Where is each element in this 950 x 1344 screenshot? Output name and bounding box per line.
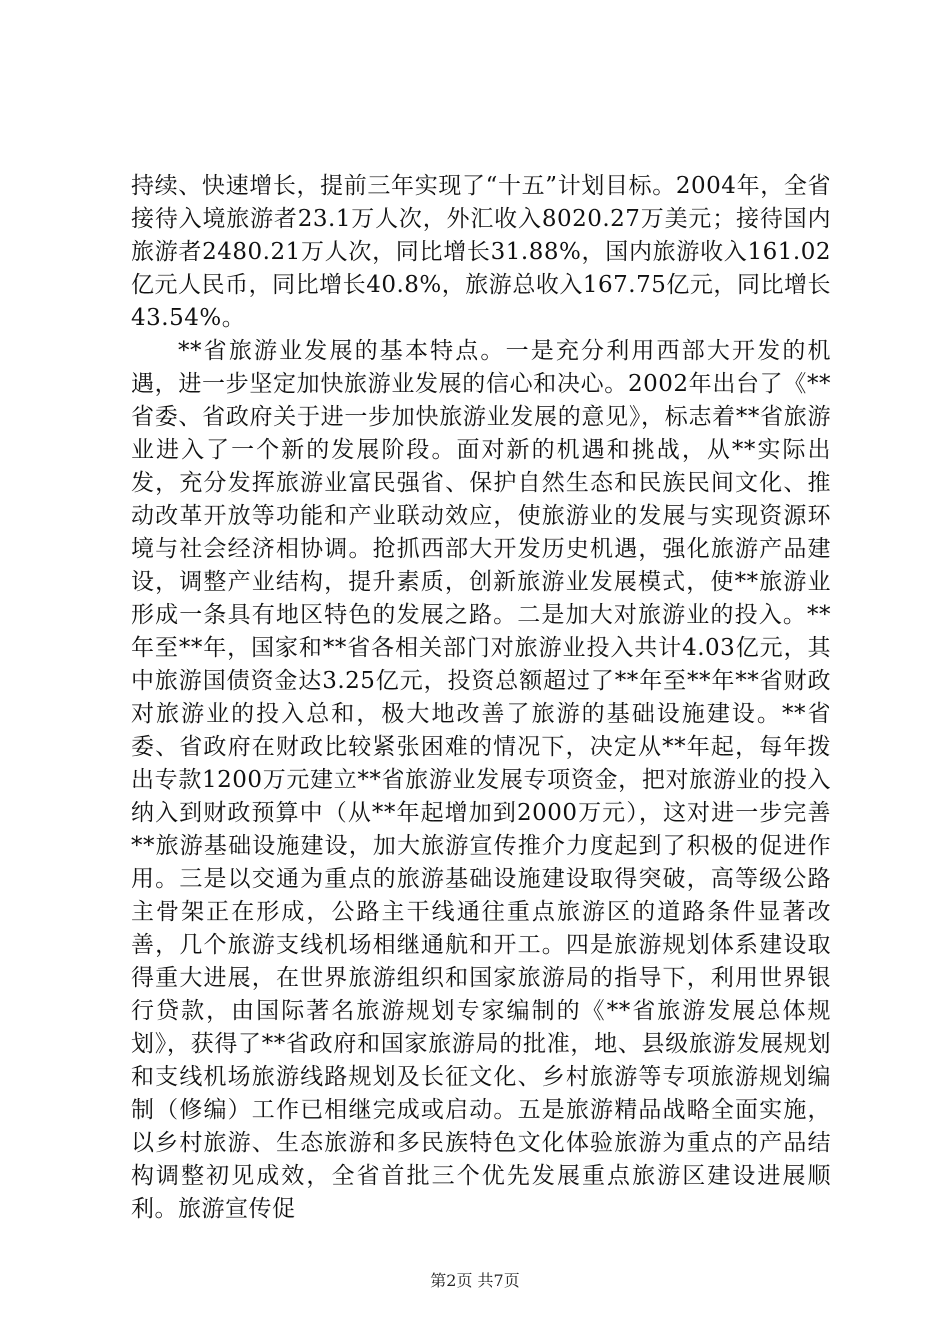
paragraph-tourism-features: **省旅游业发展的基本特点。一是充分利用西部大开发的机遇，进一步坚定加快旅游业发展的信心和决心。2002年出台了《**省委、省政府关于进一步加快旅游业发展的意见》，标志着**省旅游业进入了一个新的发展阶段。面对新的机遇和挑战，从**实际出发，充分发挥旅游业富民强省、保护自然生态和民族民间文化、推动改革开放等功能和产业联动效应，使旅游业的发展与实现资源环境与社会经济相协调。抢抓西部大开发历史机遇，强化旅游产品建设，调整产业结构，提升素质，创新旅游业发展模式，使**旅游业形成一条具有地区特色的发展之路。二是加大对旅游业的投入。**年至**年，国家和**省各相关部门对旅游业投入共计4.03亿元，其中旅游国债资金达3.25亿元，投资总额超过了**年至**年**省财政对旅游业的投入总和，极大地改善了旅游的基础设施建设。**省委、省政府在财政比较紧张困难的情况下，决定从**年起，每年拨出专款1200万元建立**省旅游业发展专项资金，把对旅游业的投入纳入到财政预算中（从**年起增加到2000万元），这对进一步完善**旅游基础设施建设，加大旅游宣传推介力度起到了积极的促进作用。三是以交通为重点的旅游基础设施建设取得突破，高等级公路主骨架正在形成，公路主干线通往重点旅游区的道路条件显著改善，几个旅游支线机场相继通航和开工。四是旅游规划体系建设取得重大进展，在世界旅游组织和国家旅游局的指导下，利用世界银行贷款，由国际著名旅游规划专家编制的《**省旅游发展总体规划》，获得了**省政府和国家旅游局的批准，地、县级旅游发展规划和支线机场旅游线路规划及长征文化、乡村旅游等专项旅游规划编制（修编）工作已相继完成或启动。五是旅游精品战略全面实施，以乡村旅游、生态旅游和多民族特色文化体验旅游为重点的产品结构调整初见成效，全省首批三个优先发展重点旅游区建设进展顺利。旅游宣传促 (131, 338, 831, 1222)
document-body (131, 170, 831, 1226)
paragraph-continued: 持续、快速增长，提前三年实现了“十五”计划目标。2004年，全省接待入境旅游者23.1万人次，外汇收入8020.27万美元；接待国内旅游者2480.21万人次，同比增长31.88%，国内旅游收入161.02亿元人民币，同比增长40.8%，旅游总收入167.75亿元，同比增长43.54%。 (131, 173, 831, 331)
page-footer: 第2页 共7页 (430, 1271, 520, 1290)
